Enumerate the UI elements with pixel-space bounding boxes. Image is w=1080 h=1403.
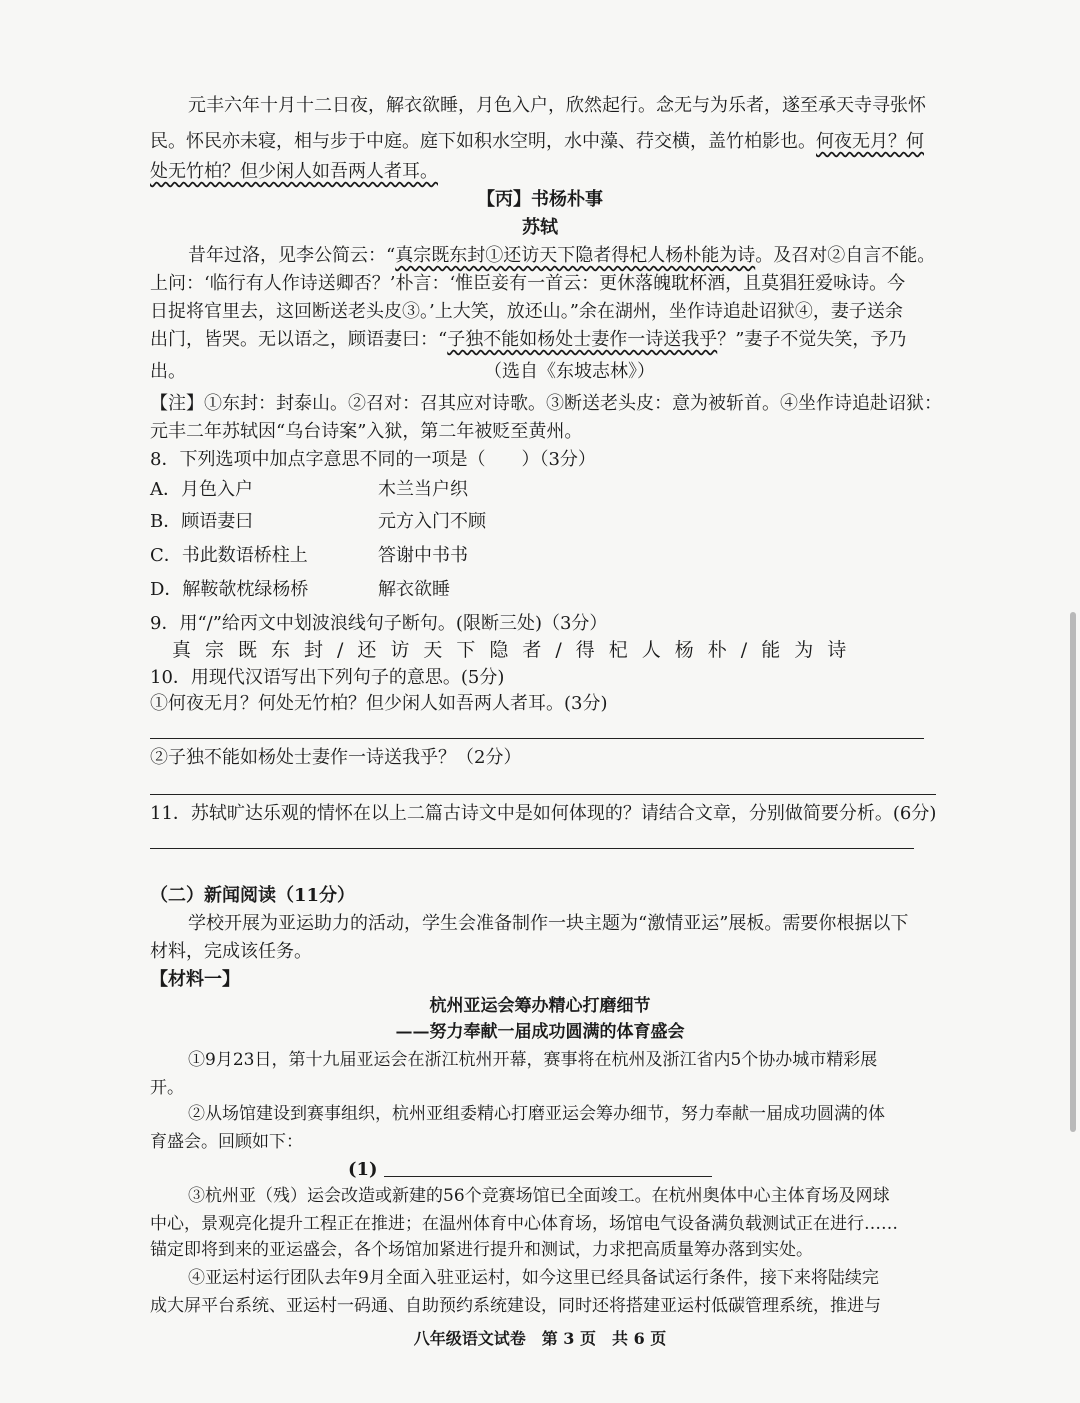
q8-option-a-left: A．月色入户 <box>150 479 253 500</box>
q8-option-b-left: B．顾语妻曰 <box>150 511 254 532</box>
passage-bing-line-5: 出。 <box>150 361 186 382</box>
passage-bing-line-4: 出门，皆哭。无以语之，顾语妻曰：“子独不能如杨处士妻作一诗送我乎？”妻子不觉失笑，予乃 <box>150 329 907 350</box>
passage-bing-line-3: 日捉将官里去，这回断送老头皮③。’上大笑，放还山。”余在湖州，坐作诗追赴诏狱④，妻子送余 <box>150 301 903 322</box>
q8-option-a-right: 木兰当户织 <box>378 479 468 500</box>
notes-line-2: 元丰二年苏轼因“乌台诗案”入狱，第二年被贬至黄州。 <box>150 421 583 442</box>
section-2-intro-line-1: 学校开展为亚运助力的活动，学生会准备制作一块主题为“激情亚运”展板。需要你根据以下 <box>188 913 909 934</box>
passage-bing-line-1: 昔年过洛，见李公简云：“真宗既东封①还访天下隐者得杞人杨朴能为诗。及召对②自言不能。 <box>188 245 936 266</box>
news-para-3-line-3: 锚定即将到来的亚运盛会，各个场馆加紧进行提升和测试，力求把高质量筹办落到实处。 <box>150 1240 813 1260</box>
news-title: 杭州亚运会筹办精心打磨细节 <box>429 996 651 1016</box>
news-para-3-line-1: ③杭州亚（残）运会改造或新建的56个竞赛场馆已全面竣工。在杭州奥体中心主体育场及网球 <box>188 1186 890 1206</box>
news-para-3-line-2: 中心，景观亮化提升工程正在推进；在温州体育中心体育场，场馆电气设备满负载测试正在进行…… <box>150 1214 898 1234</box>
q8-option-d-right: 解衣欲睡 <box>378 579 450 600</box>
passage-yi-line-3: 处无竹柏？但少闲人如吾两人者耳。 <box>150 161 438 182</box>
news-subtitle: ——努力奉献一届成功圆满的体育盛会 <box>395 1022 685 1042</box>
question-10-item-2: ②子独不能如杨处士妻作一诗送我乎？（2分） <box>150 747 522 768</box>
q8-option-b-right: 元方入门不顾 <box>378 511 486 532</box>
passage-bing-source: （选自《东坡志林》） <box>484 361 655 382</box>
answer-line-11[interactable] <box>150 848 914 849</box>
blank-1-answer-line[interactable] <box>384 1176 712 1177</box>
question-9-answer: 真宗既东封/还访天下隐者/得杞人杨朴/能为诗 <box>172 639 861 661</box>
q8-option-c-left: C．书此数语桥柱上 <box>150 545 308 566</box>
question-10-stem: 10．用现代汉语写出下列句子的意思。(5分) <box>150 667 505 688</box>
page-footer: 八年级语文试卷 第 3 页 共 6 页 <box>413 1329 667 1348</box>
question-11-stem: 11．苏轼旷达乐观的情怀在以上二篇古诗文中是如何体现的？请结合文章，分别做简要分析。(6分) <box>150 803 937 824</box>
news-para-2-line-2: 育盛会。回顾如下： <box>150 1132 303 1152</box>
answer-line-10-1[interactable] <box>150 738 924 739</box>
question-9-stem: 9．用“/”给丙文中划波浪线句子断句。(限断三处)（3分） <box>150 613 608 634</box>
news-para-1-line-1: ①9月23日，第十九届亚运会在浙江杭州开幕，赛事将在杭州及浙江省内5个协办城市精彩展 <box>188 1050 878 1070</box>
question-10-item-1: ①何夜无月？何处无竹柏？但少闲人如吾两人者耳。(3分) <box>150 693 608 714</box>
q8-option-c-right: 答谢中书书 <box>378 545 468 566</box>
q8-option-d-left: D．解鞍欹枕绿杨桥 <box>150 579 309 600</box>
passage-yi-line-1: 元丰六年十月十二日夜，解衣欲睡，月色入户，欣然起行。念无与为乐者，遂至承天寺寻张怀 <box>188 95 926 116</box>
news-para-4-line-2: 成大屏平台系统、亚运村一码通、自助预约系统建设，同时还将搭建亚运村低碳管理系统，推进与 <box>150 1296 881 1316</box>
section-2-heading: （二）新闻阅读（11分） <box>150 885 356 906</box>
section-2-intro-line-2: 材料，完成该任务。 <box>150 941 312 962</box>
blank-1-label: (1) <box>348 1159 378 1180</box>
notes-line-1: 【注】①东封：封泰山。②召对：召其应对诗歌。③断送老头皮：意为被斩首。④坐作诗追赴诏狱： <box>150 393 942 414</box>
passage-bing-title: 【丙】书杨朴事 <box>477 189 603 210</box>
passage-bing-author: 苏轼 <box>522 217 558 238</box>
news-para-1-line-2: 开。 <box>150 1078 184 1098</box>
question-8-stem: 8．下列选项中加点字意思不同的一项是（ ）（3分） <box>150 449 596 470</box>
passage-bing-line-2: 上问：‘临行有人作诗送卿否？’朴言：‘惟臣妾有一首云：更休落魄耽杯酒，且莫猖狂爱咏诗。今 <box>150 273 906 294</box>
material-1-label: 【材料一】 <box>150 969 240 990</box>
answer-line-10-2[interactable] <box>150 794 936 795</box>
news-para-4-line-1: ④亚运村运行团队去年9月全面入驻亚运村，如今这里已经具备试运行条件，接下来将陆续完 <box>188 1268 879 1288</box>
vertical-scrollbar[interactable] <box>1070 612 1076 1132</box>
news-para-2-line-1: ②从场馆建设到赛事组织，杭州亚组委精心打磨亚运会筹办细节，努力奉献一届成功圆满的体 <box>188 1104 885 1124</box>
passage-yi-line-2: 民。怀民亦未寝，相与步于中庭。庭下如积水空明，水中藻、荇交横，盖竹柏影也。何夜无月？何 <box>150 131 924 152</box>
